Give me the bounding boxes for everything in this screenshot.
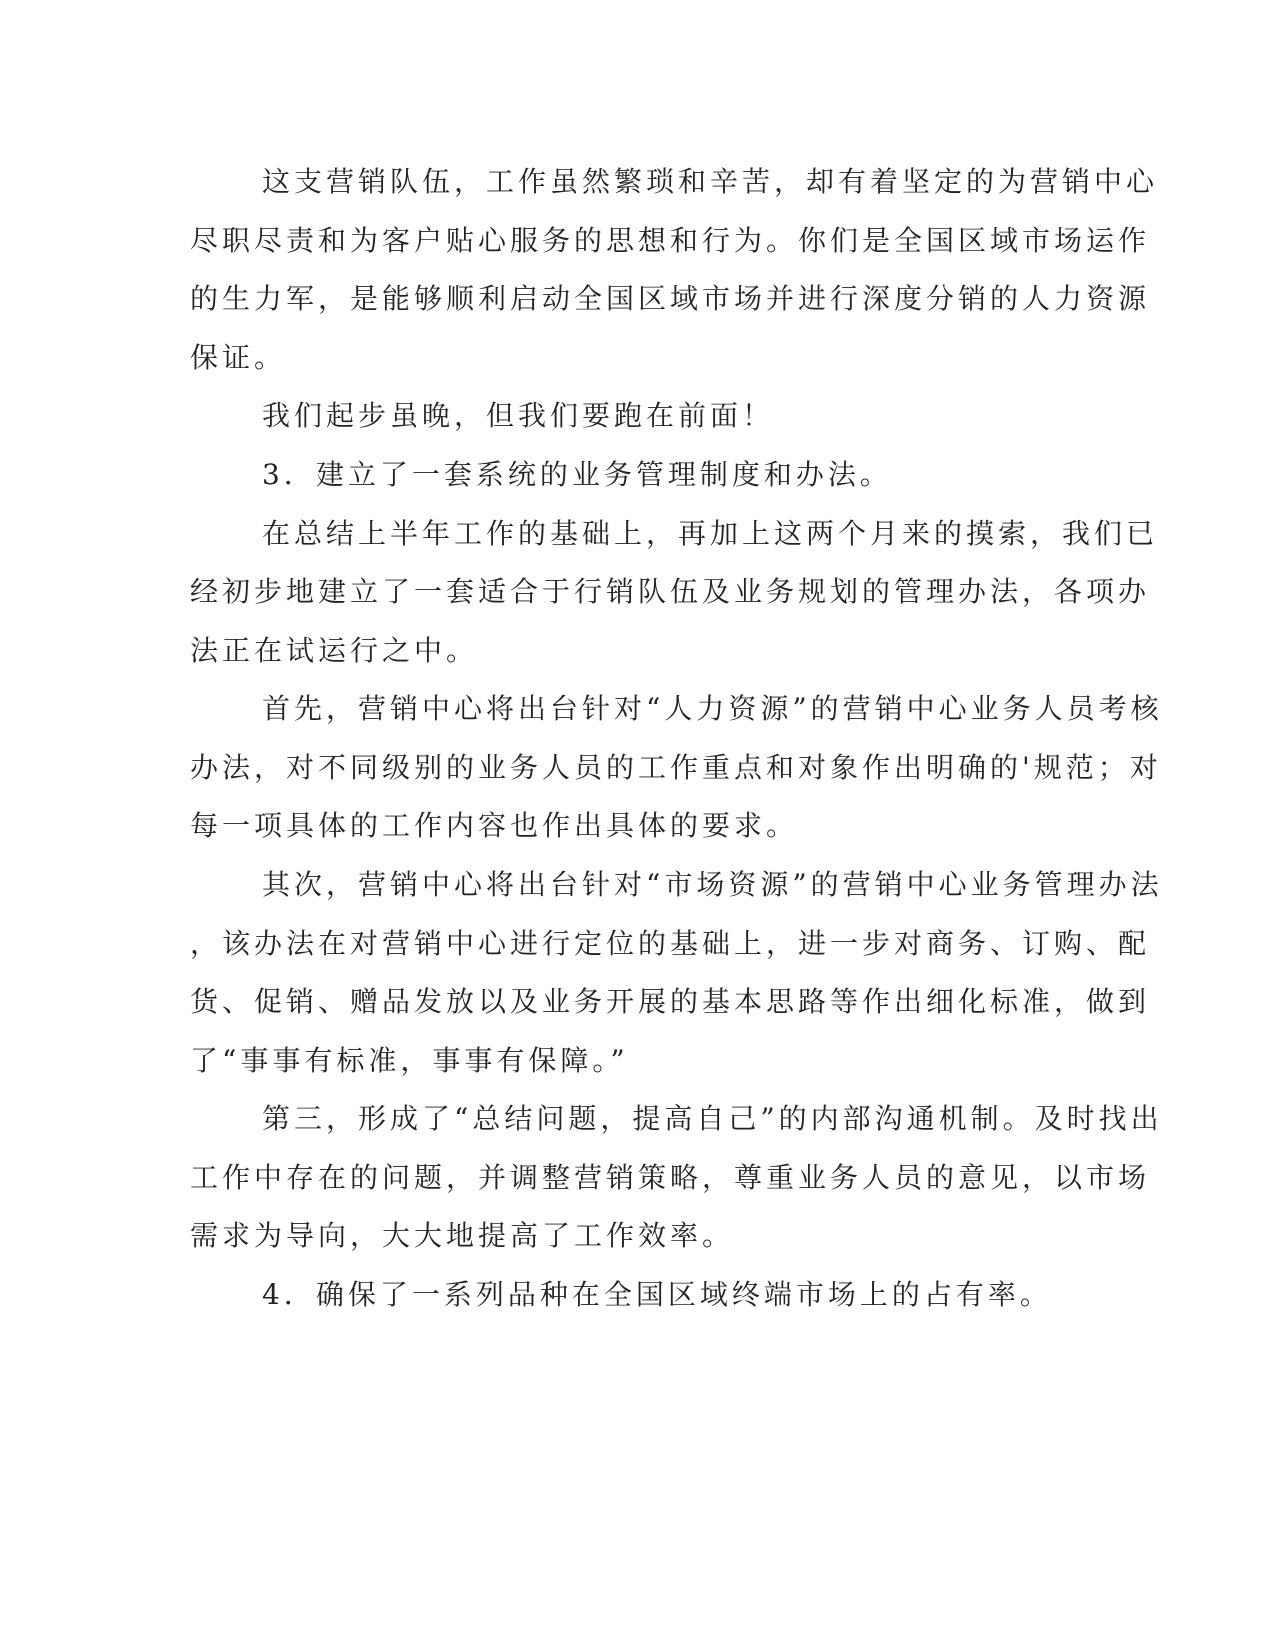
paragraph-line: 法正在试运行之中。 [190,634,479,667]
paragraph-line: 首先，营销中心将出台针对“人力资源”的营销中心业务人员考核 [262,692,1163,725]
section-heading: 3．建立了一套系统的业务管理制度和办法。 [262,458,892,491]
paragraph-line: 货、促销、赠品发放以及业务开展的基本思路等作出细化标准，做到 [190,985,1151,1018]
paragraph-line: 尽职尽责和为客户贴心服务的思想和行为。你们是全国区域市场运作 [190,224,1151,257]
section-heading: 4．确保了一系列品种在全国区域终端市场上的占有率。 [262,1278,1052,1311]
paragraph-line: 需求为导向，大大地提高了工作效率。 [190,1219,735,1252]
paragraph-line: 保证。 [190,341,287,374]
paragraph-line: 办法，对不同级别的业务人员的工作重点和对象作出明确的'规范；对 [190,751,1162,784]
paragraph-line: 在总结上半年工作的基础上，再加上这两个月来的摸索，我们已 [262,517,1159,550]
paragraph-line: 工作中存在的问题，并调整营销策略，尊重业务人员的意见，以市场 [190,1161,1151,1194]
paragraph-line: 的生力军，是能够顺利启动全国区域市场并进行深度分销的人力资源 [190,282,1151,315]
paragraph-line: 其次，营销中心将出台针对“市场资源”的营销中心业务管理办法 [262,868,1163,901]
paragraph-line: ，该办法在对营销中心进行定位的基础上，进一步对商务、订购、配 [190,927,1151,960]
paragraph-line: 这支营销队伍，工作虽然繁琐和辛苦，却有着坚定的为营销中心 [262,165,1159,198]
paragraph-line: 我们起步虽晚，但我们要跑在前面！ [262,399,775,432]
paragraph-line: 每一项具体的工作内容也作出具体的要求。 [190,809,799,842]
paragraph-line: 了“事事有标准，事事有保障。” [190,1044,629,1077]
paragraph-line: 第三，形成了“总结问题，提高自己”的内部沟通机制。及时找出 [262,1102,1163,1135]
paragraph-line: 经初步地建立了一套适合于行销队伍及业务规划的管理办法，各项办 [190,575,1151,608]
